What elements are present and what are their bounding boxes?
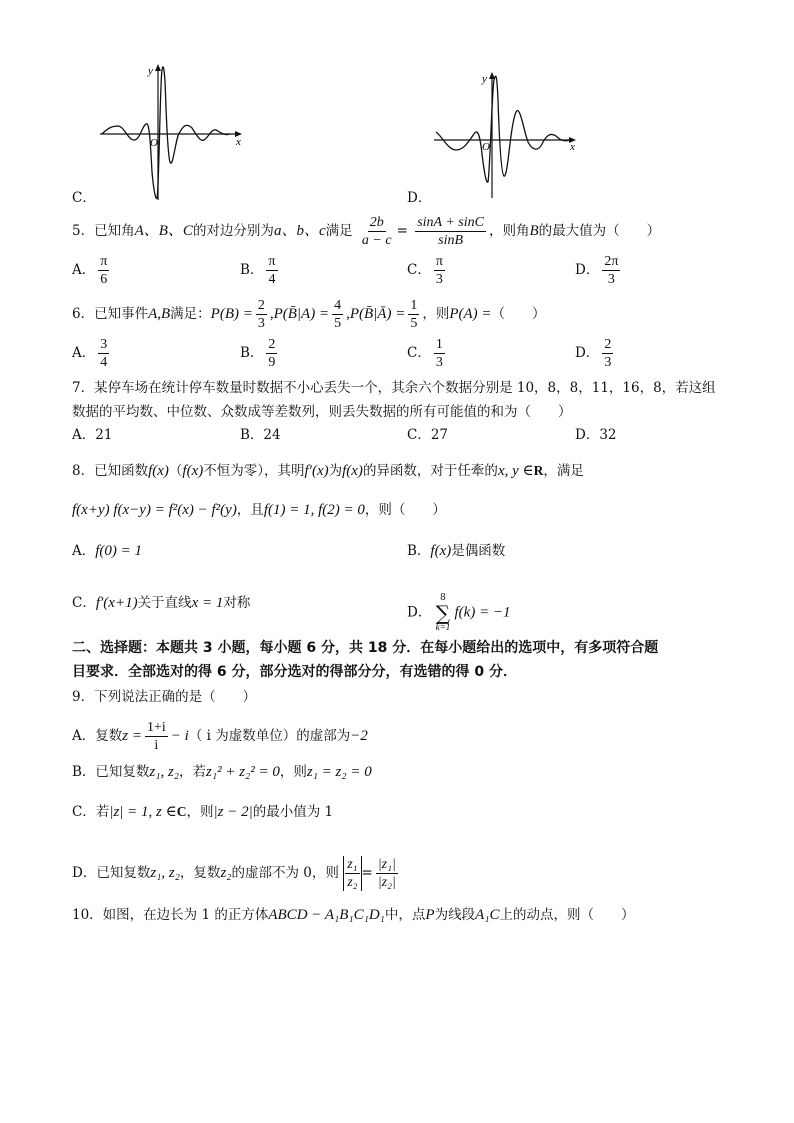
q5-option-d: D． $\frac{2\pi}{3}$ (575, 254, 619, 287)
q7-line-1: 7．某停车场在统计停车数量时数据不小心丢失一个，其余六个数据分别是 10，8，8，11，16，8，若这组 (72, 380, 716, 396)
q9-option-b: B．已知复数z₁, z₂，若z₁² + z₂² = 0，则z₁ = z₂ = 0 (72, 764, 372, 780)
graph-c (96, 62, 246, 202)
q5-stem: 5．已知角A、B、C的对边分别为a、b、c满足 $\frac{2b}{a - c}$ = $\frac{\sin A + \sin C}{\sin B}$ ，则角B的最大值为（ ） (72, 215, 661, 248)
q8-option-c: C．f′(x+1)关于直线x = 1对称 (72, 595, 251, 611)
graph-d-label: D． (407, 190, 432, 206)
q6-option-c: C． $\frac{1}{3}$ (407, 337, 443, 370)
q10-stem: 10．如图，在边长为 1 的正方体ABCD − A₁B₁C₁D₁中，点P为线段A₁C上的动点，则（ ） (72, 907, 635, 923)
q7-option-c: C．27 (407, 427, 449, 443)
graph-c-x-label: x (236, 136, 241, 148)
q6-option-a: A． $\frac{3}{4}$ (72, 337, 108, 370)
q9-stem: 9．下列说法正确的是（ ） (72, 689, 257, 705)
q5-option-b: B． $\frac{\pi}{4}$ (240, 254, 276, 287)
section-2-heading-line-2: 目要求．全部选对的得 6 分，部分选对的得部分分，有选错的得 0 分． (72, 664, 517, 680)
q7-option-a: A．21 (72, 427, 113, 443)
graph-c-label: C． (72, 190, 96, 206)
q6-option-b: B． $\frac{2}{9}$ (240, 337, 276, 370)
q6-stem: 6．已知事件A,B满足：P(B) = $\frac{2}{3}$ ,P(B̄|A) = $\frac{4}{5}$ ,P(B̄|Ā) = $\frac{1}{5}$ ，则P(A) =（ ） (72, 298, 546, 331)
q9-option-a: A．复数z = $\frac{1+i}{i}$ − i（ i 为虚数单位）的虚部为−2 (72, 720, 368, 753)
q9-option-d: D．已知复数z₁, z₂，复数z₂的虚部不为 0，则 $\frac{\text{z₁}}{\text{z₂}}$ = $\frac{\text{|z₁|}}{\text{|z₂|}}$ (72, 857, 396, 890)
q8-option-d: D． 8 ∑ k=1 f(k) = −1 (407, 593, 511, 632)
graph-d (430, 70, 580, 200)
q8-option-b: B．f(x)是偶函数 (407, 543, 506, 559)
q8-option-a: A．f(0) = 1 (72, 543, 143, 559)
q8-stem-line-1: 8．已知函数f(x)（f(x)不恒为零），其明f′(x)为f(x)的异函数，对于任牽的x, y ∈R，满足 (72, 463, 584, 479)
q8-stem-line-2: f(x+y) f(x−y) = f²(x) − f²(y)，且f(1) = 1, f(2) = 0，则（ ） (72, 502, 446, 518)
section-2-heading-line-1: 二、选择题：本题共 3 小题，每小题 6 分，共 18 分．在每小题给出的选项中，有多项符合题 (72, 640, 659, 656)
q5-option-a: A． $\frac{\pi}{6}$ (72, 254, 108, 287)
q7-option-b: B．24 (240, 427, 281, 443)
graph-d-origin-label: O (482, 141, 490, 153)
graph-c-y-label: y (148, 65, 153, 77)
graph-c-origin-label: O (150, 137, 158, 149)
q5-fraction-right: $\frac{\sin A + \sin C}{\sin B}$ (417, 215, 484, 248)
graph-d-x-label: x (570, 141, 575, 153)
q7-line-2: 数据的平均数、中位数、众数成等差数列，则丢失数据的所有可能值的和为（ ） (72, 404, 572, 420)
graph-d-y-label: y (482, 73, 487, 85)
q5-fraction-left: $\frac{2b}{a - c}$ (361, 215, 392, 248)
q5-option-c: C． $\frac{\pi}{3}$ (407, 254, 443, 287)
q9-option-c: C．若|z| = 1, z ∈C，则|z − 2|的最小值为 1 (72, 804, 334, 820)
q7-option-d: D．32 (575, 427, 617, 443)
q6-option-d: D． $\frac{2}{3}$ (575, 337, 612, 370)
